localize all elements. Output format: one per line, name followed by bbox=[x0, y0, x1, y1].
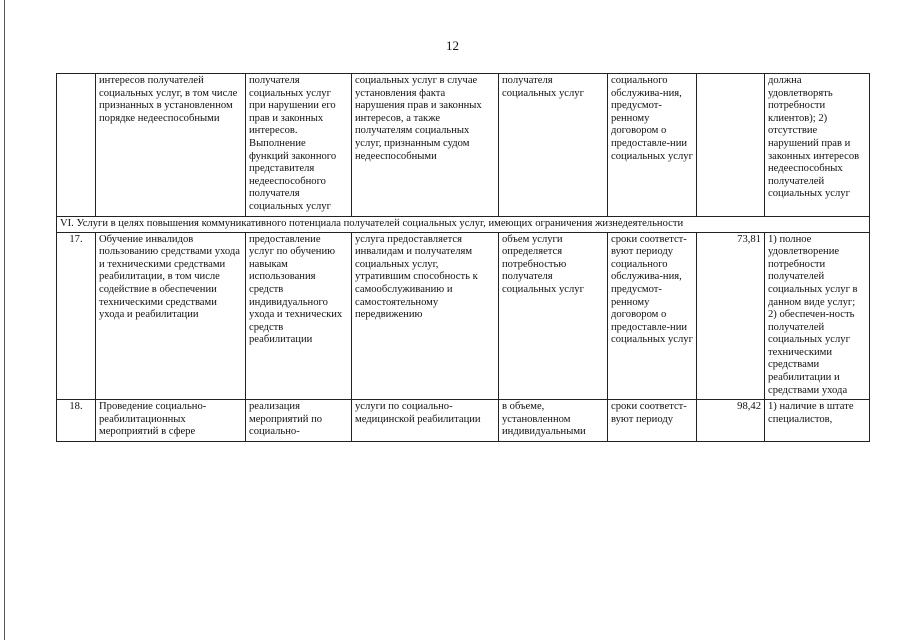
cell-price bbox=[697, 74, 765, 217]
cell-price: 73,81 bbox=[697, 232, 765, 400]
cell-quality: 1) полное удовлетворение потребности получателей социальных услуг в данном виде услуг; 2) обеспечен-ность получателей социальных услуг техническими средствами реабилитации и средствами ухода bbox=[765, 232, 870, 400]
services-table bbox=[56, 73, 870, 442]
cell-service-name: Обучение инвалидов пользованию средствами ухода и техническими средствами реабилитации, в том числе содействие в обеспечении техническими средствами ухода и реабилитации bbox=[96, 232, 246, 400]
table-row-18 bbox=[57, 400, 870, 442]
cell-term: сроки соответст-вуют периоду социального обслужива-ния, предусмот-ренному договором о предоставле-нии социальных услуг bbox=[608, 232, 697, 400]
cell-service-name: интересов получателей социальных услуг, в том числе признанных в установленном порядке недееспособными bbox=[96, 74, 246, 217]
cell-text: 18. bbox=[69, 401, 83, 413]
section-heading: VI. Услуги в целях повышения коммуникативного потенциала получателей социальных услуг, имеющих ограничения жизнедеятельности bbox=[57, 216, 870, 232]
cell-text: 98,42 bbox=[737, 401, 761, 413]
cell-text: Проведение социально-реабилитационных мероприятий в сфере bbox=[99, 401, 207, 438]
cell-service-name bbox=[96, 400, 246, 442]
cell-volume: получателя социальных услуг bbox=[499, 74, 608, 217]
cell-text: сроки соответст-вуют периоду bbox=[611, 401, 687, 425]
cell-number: 17. bbox=[57, 232, 96, 400]
cell-volume: объем услуги определяется потребностью получателя социальных услуг bbox=[499, 232, 608, 400]
section-row bbox=[57, 216, 870, 232]
cell-price bbox=[697, 400, 765, 442]
table-row-17 bbox=[57, 232, 870, 400]
cell-service-content: предоставление услуг по обучению навыкам использования средств индивидуального ухода и технических средств реабилитации bbox=[246, 232, 352, 400]
cell-number bbox=[57, 400, 96, 442]
cell-quality bbox=[765, 400, 870, 442]
cell-quality: должна удовлетворять потребности клиентов); 2) отсутствие нарушений прав и законных интересов недееспособных получателей социальных услуг bbox=[765, 74, 870, 217]
cell-volume bbox=[499, 400, 608, 442]
cell-service-content bbox=[246, 400, 352, 442]
table-row-continuation bbox=[57, 74, 870, 217]
cell-term bbox=[608, 400, 697, 442]
cell-number bbox=[57, 74, 96, 217]
cell-text: реализация мероприятий по социально- bbox=[249, 401, 323, 438]
cell-text: 1) наличие в штате специалистов, bbox=[768, 401, 854, 425]
cell-service-content: получателя социальных услуг при нарушении его прав и законных интересов. Выполнение функций законного представителя недееспособного получателя социальных услуг bbox=[246, 74, 352, 217]
cell-recipients: социальных услуг в случае установления факта нарушения прав и законных интересов, а также получателям социальных услуг, признанным судом недееспособными bbox=[352, 74, 499, 217]
cell-recipients: услуга предоставляется инвалидам и получателям социальных услуг, утратившим способность к самообслуживанию и самостоятельному передвижению bbox=[352, 232, 499, 400]
cell-term: социального обслужива-ния, предусмот-ренному договором о предоставле-нии социальных услуг bbox=[608, 74, 697, 217]
cell-recipients bbox=[352, 400, 499, 442]
cell-text: услуги по социально-медицинской реабилитации bbox=[355, 401, 481, 425]
page-number: 12 bbox=[446, 38, 459, 53]
page-edge-line bbox=[4, 0, 5, 640]
cell-text: в объеме, установленном индивидуальными bbox=[502, 401, 586, 438]
